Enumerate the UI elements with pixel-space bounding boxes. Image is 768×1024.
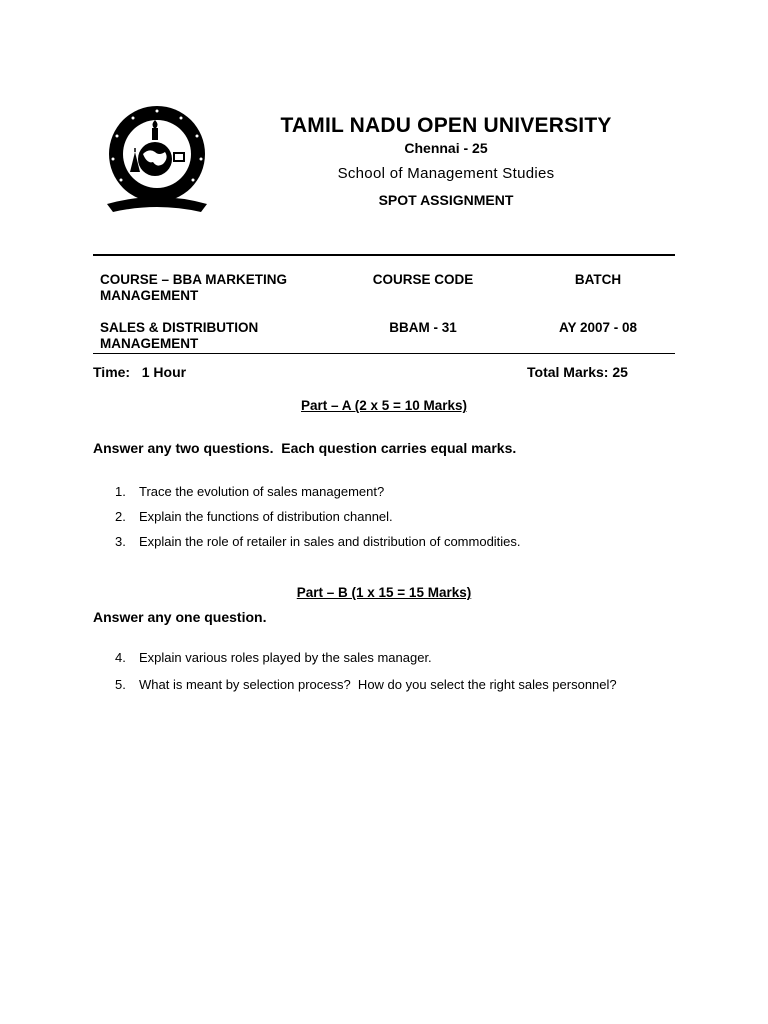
- question-text: Explain the role of retailer in sales and distribution of commodities.: [139, 534, 521, 549]
- assignment-title: SPOT ASSIGNMENT: [378, 192, 514, 208]
- question-number: 2.: [115, 509, 126, 524]
- part-b-heading: Part – B (1 x 15 = 15 Marks): [296, 585, 472, 600]
- course-code-value: BBAM - 31: [389, 320, 457, 335]
- question-text: Trace the evolution of sales management?: [139, 484, 385, 499]
- batch-value: AY 2007 - 08: [558, 320, 638, 335]
- course-label: COURSE – BBA MARKETING MANAGEMENT: [100, 272, 288, 303]
- part-a-instruction: Answer any two questions. Each question carries equal marks.: [93, 440, 517, 456]
- question-text: What is meant by selection process? How do you select the right sales personnel?: [139, 677, 617, 692]
- university-title: TAMIL NADU OPEN UNIVERSITY: [280, 114, 612, 137]
- question-number: 3.: [115, 534, 126, 549]
- part-a-heading: Part – A (2 x 5 = 10 Marks): [301, 398, 467, 413]
- university-logo: [103, 104, 211, 218]
- total-marks: Total Marks: 25: [527, 364, 628, 380]
- question-item: [115, 534, 521, 549]
- question-item: [115, 509, 393, 524]
- batch-label: BATCH: [574, 272, 622, 287]
- part-b-instruction: Answer any one question.: [93, 609, 267, 625]
- question-item: [115, 484, 384, 499]
- question-text: Explain various roles played by the sales manager.: [139, 650, 432, 665]
- subject-value: SALES & DISTRIBUTION MANAGEMENT: [100, 320, 259, 351]
- exam-time: Time: 1 Hour: [93, 364, 187, 380]
- bottom-divider: [93, 353, 675, 354]
- question-item: [115, 650, 432, 665]
- question-number: 1.: [115, 484, 126, 499]
- university-city: Chennai - 25: [404, 140, 488, 156]
- school-name: School of Management Studies: [337, 165, 555, 182]
- top-divider: [93, 254, 675, 256]
- question-number: 4.: [115, 650, 126, 665]
- university-seal-graphic: [103, 104, 211, 218]
- question-number: 5.: [115, 677, 126, 692]
- question-text: Explain the functions of distribution channel.: [139, 509, 393, 524]
- course-code-label: COURSE CODE: [372, 272, 474, 287]
- question-item: [115, 677, 617, 692]
